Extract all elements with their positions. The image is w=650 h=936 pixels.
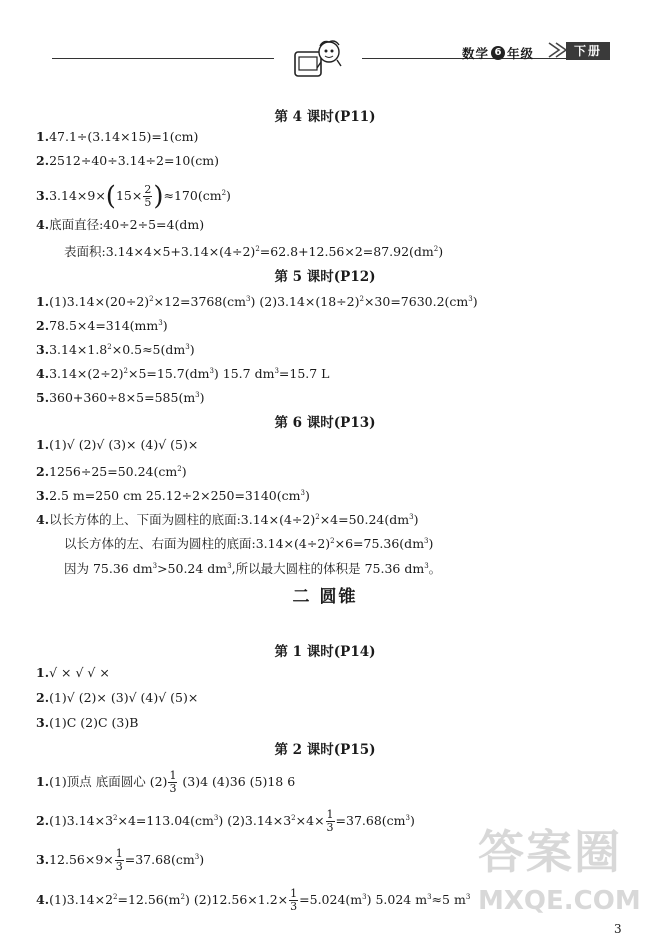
answer-line: 2.(1)√ (2)× (3)√ (4)√ (5)×	[36, 690, 199, 705]
fraction: $\frac{2}{5}$	[144, 183, 152, 210]
answer-line: 表面积$:3.14\times 4\times 5+3.14\times(4\div 2)^2=62.8+12.56\times 2=87.92(dm^2)$	[64, 244, 444, 260]
answer-line: 因为 75.36 $dm^3>50.24$ $dm^3$,所以最大圆柱的体积是 75.36 $dm^3$。	[64, 561, 442, 577]
lesson-title: 第 5 课时(P12)	[274, 269, 376, 285]
answer-line: $1.(1)3.14\times(20\div 2)^2\times 12=3768(cm^3)$ $(2)3.14\times(18\div 2)^2\times 30=7630.2(cm^3)$	[36, 294, 478, 310]
answer-line: 4.底面直径:40÷2÷5=4(dm)	[36, 217, 205, 232]
answer-line: 1.(1)顶点 底面圆心 (2) $\frac{1}{3}$ (3)4 (4)36 (5)18 6	[36, 769, 296, 795]
answer-line: 2.2512÷40÷3.14÷2=10(cm)	[36, 153, 219, 168]
answer-line: 1.√ × √ √ ×	[36, 665, 110, 680]
grade-label: 年级	[507, 46, 535, 61]
fraction: $\frac{1}{3}$	[326, 808, 334, 835]
watermark-logo	[478, 816, 648, 934]
page-number: 3	[614, 922, 622, 936]
page-header	[0, 0, 650, 95]
watermark-text: 答案圈	[478, 825, 622, 879]
answer-line: 4.以长方体的上、下面为圆柱的底面$:3.14\times(4\div 2)^2\times 4=50.24(dm^3)$	[36, 512, 419, 528]
grade-badge	[462, 44, 534, 62]
header-rule-left	[52, 58, 274, 59]
answer-line: $5.360+360\div 8\times 5=585(m^3)$	[36, 390, 205, 406]
answer-line: $4.3.14\times(2\div 2)^2\times 5=15.7(dm^3)$ 15.7 $dm^3=15.7$ L	[36, 366, 330, 382]
volume-label: 下册	[566, 42, 610, 60]
answer-line: 3.3.14×9×(15× $\frac{2}{5}$ )$\approx 170(cm^2)$	[36, 181, 231, 212]
answer-line: 1.(1)√ (2)√ (3)× (4)√ (5)×	[36, 437, 199, 452]
mascot-icon	[289, 38, 347, 82]
answer-line: 3.12.56×9× $\frac{1}{3}$ $=37.68(cm^3)$	[36, 847, 205, 874]
answer-line: 3.(1)C (2)C (3)B	[36, 715, 139, 730]
answer-line: 3.2.5 m=250 cm $25.12\div 2\times 250=3140(cm^3)$	[36, 488, 310, 504]
subject-label: 数学	[462, 46, 490, 61]
watermark-url: MXQE.COM	[478, 886, 641, 916]
lesson-title: 第 6 课时(P13)	[274, 415, 376, 431]
lesson-title: 第 4 课时(P11)	[274, 109, 376, 125]
lesson-title: 第 1 课时(P14)	[274, 644, 376, 660]
answer-line: $2.78.5\times 4=314(mm^3)$	[36, 318, 168, 334]
grade-number: 6	[491, 46, 505, 60]
lesson-title: 第 2 课时(P15)	[274, 742, 376, 758]
unit-title: 二 圆锥	[292, 587, 358, 607]
answer-line: $2.1256\div 25=50.24(cm^2)$	[36, 464, 187, 480]
answer-line: $3.3.14\times 1.8^2\times 0.5\approx 5(dm^3)$	[36, 342, 195, 358]
answer-line: $4.(1)3.14\times 2^2=12.56(m^2)$ (2)12.56×1.2× $\frac{1}{3}$ $=5.024(m^3)$ 5.024 $m^3\approx 5$ $m^3$	[36, 887, 471, 914]
answer-line: 1.47.1÷(3.14×15)=1(cm)	[36, 129, 199, 144]
answer-line: 以长方体的左、右面为圆柱的底面$:3.14\times(4\div 2)^2\times 6=75.36(dm^3)$	[64, 536, 434, 552]
fraction: $\frac{1}{3}$	[290, 887, 298, 914]
answer-line: $2.(1)3.14\times 3^2\times 4=113.04(cm^3)$ $(2)3.14\times 3^2\times 4\times$ $\frac{1}{3}$ $=37.68(cm^3)$	[36, 808, 415, 835]
fraction: $\frac{1}{3}$	[115, 847, 123, 874]
fraction: $\frac{1}{3}$	[169, 769, 177, 795]
